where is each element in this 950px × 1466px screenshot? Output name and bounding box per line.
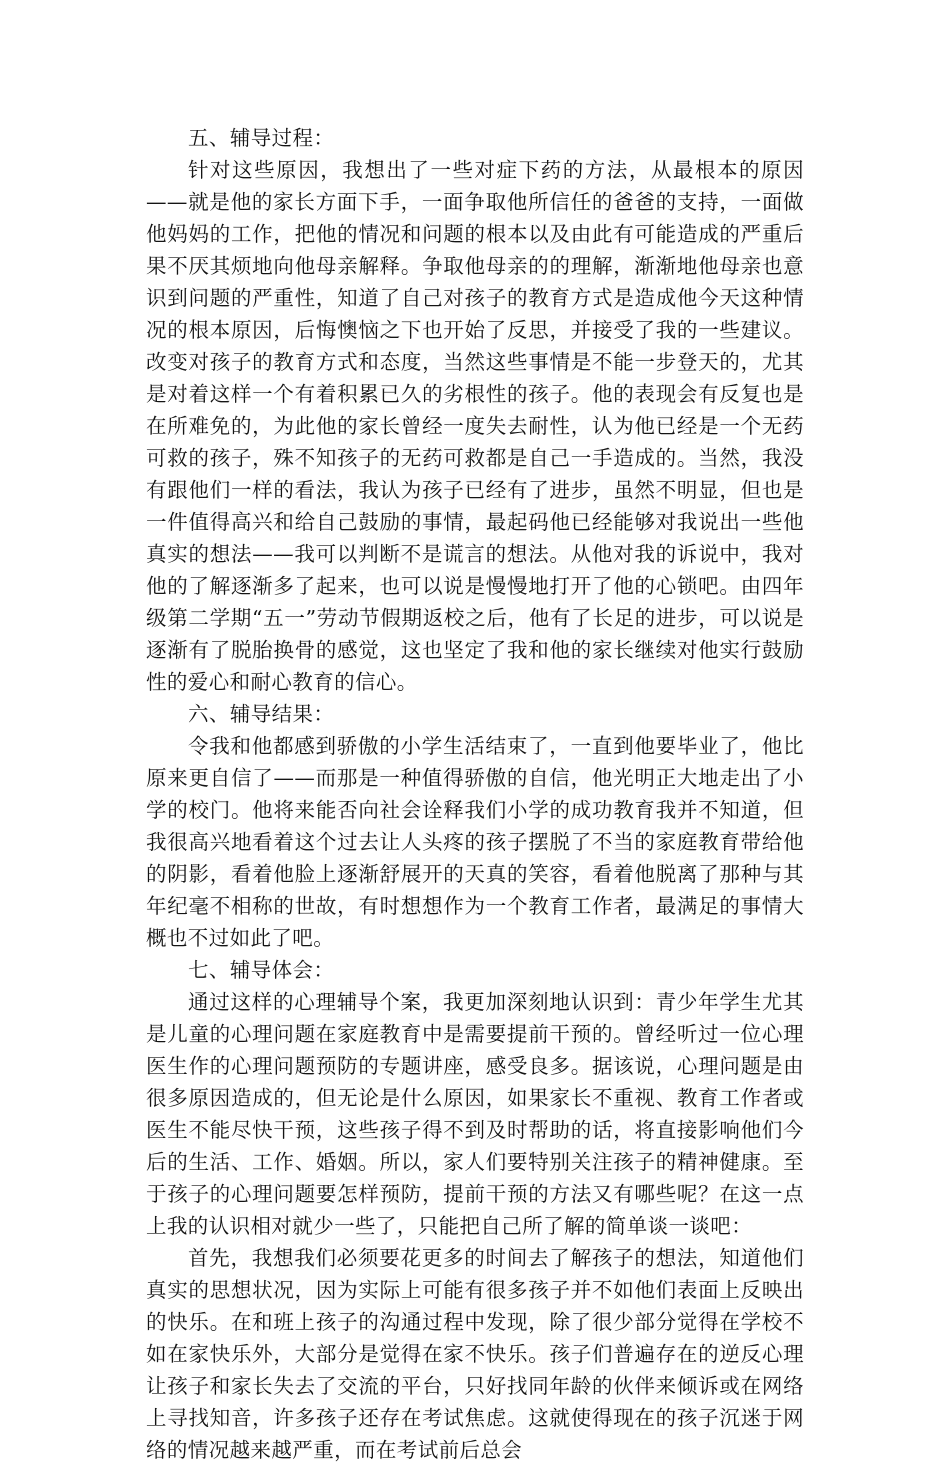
paragraph-result: 令我和他都感到骄傲的小学生活结束了，一直到他要毕业了，他比原来更自信了——而那是一种值得骄傲的自信，他光明正大地走出了小学的校门。他将来能否向社会诠释我们小学的成功教育我并不知道，但我很高兴地看着这个过去让人头疼的孩子摆脱了不当的家庭教育带给他的阴影，看着他脸上逐渐舒展开的天真的笑容，看着他脱离了那种与其年纪毫不相称的世故，有时想想作为一个教育工作者，最满足的事情大概也不过如此了吧。 [146,734,804,950]
paragraph-first-point: 首先，我想我们必须要花更多的时间去了解孩子的想法，知道他们真实的思想状况，因为实际上可能有很多孩子并不如他们表面上反映出的快乐。在和班上孩子的沟通过程中发现，除了很少部分觉得在学校不如在家快乐外，大部分是觉得在家不快乐。孩子们普遍存在的逆反心理让孩子和家长失去了交流的平台，只好找同年龄的伙伴来倾诉或在网络上寻找知音，许多孩子还存在考试焦虑。这就使得现在的孩子沉迷于网络的情况越来越严重，而在考试前后总会 [146,1246,804,1462]
paragraph-process: 针对这些原因，我想出了一些对症下药的方法，从最根本的原因——就是他的家长方面下手，一面争取他所信任的爸爸的支持，一面做他妈妈的工作，把他的情况和问题的根本以及由此有可能造成的严重后果不厌其烦地向他母亲解释。争取他母亲的的理解，渐渐地他母亲也意识到问题的严重性，知道了自己对孩子的教育方式是造成他今天这种情况的根本原因，后悔懊恼之下也开始了反思，并接受了我的一些建议。改变对孩子的教育方式和态度，当然这些事情是不能一步登天的，尤其是对着这样一个有着积累已久的劣根性的孩子。他的表现会有反复也是在所难免的，为此他的家长曾经一度失去耐性，认为他已经是一个无药可救的孩子，殊不知孩子的无药可救都是自己一手造成的。当然，我没有跟他们一样的看法，我认为孩子已经有了进步，虽然不明显，但也是一件值得高兴和给自己鼓励的事情，最起码他已经能够对我说出一些他真实的想法——我可以判断不是谎言的想法。从他对我的诉说中，我对他的了解逐渐多了起来，也可以说是慢慢地打开了他的心锁吧。由四年级第二学期“五一”劳动节假期返校之后，他有了长足的进步，可以说是逐渐有了脱胎换骨的感觉，这也坚定了我和他的家长继续对他实行鼓励性的爱心和耐心教育的信心。 [146,158,804,694]
section-heading-process: 五、辅导过程： [188,126,335,150]
section-heading-reflection: 七、辅导体会： [188,958,335,982]
section-heading-result: 六、辅导结果： [188,702,335,726]
document-body [146,122,804,1466]
paragraph-reflection: 通过这样的心理辅导个案，我更加深刻地认识到：青少年学生尤其是儿童的心理问题在家庭教育中是需要提前干预的。曾经听过一位心理医生作的心理问题预防的专题讲座，感受良多。据该说，心理问题是由很多原因造成的，但无论是什么原因，如果家长不重视、教育工作者或医生不能尽快干预，这些孩子得不到及时帮助的话，将直接影响他们今后的生活、工作、婚姻。所以，家人们要特别关注孩子的精神健康。至于孩子的心理问题要怎样预防，提前干预的方法又有哪些呢？在这一点上我的认识相对就少一些了，只能把自己所了解的简单谈一谈吧： [146,990,804,1238]
